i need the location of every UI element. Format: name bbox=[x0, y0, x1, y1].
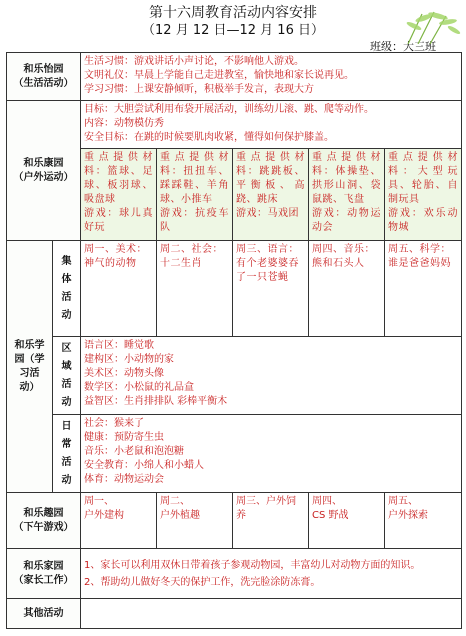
area-line: 建构区：小动物的家 bbox=[84, 354, 174, 365]
life-section-label bbox=[7, 53, 81, 101]
afternoon-day-cell bbox=[81, 493, 157, 549]
group-day-cell: 周一、美术：神气的动物 bbox=[81, 241, 157, 337]
afternoon-section-label bbox=[7, 493, 81, 549]
daily-activity-label bbox=[53, 415, 81, 493]
outdoor-cell: 重点提供材料：体操垫、拱形山洞、袋鼠跳、飞盘 游戏：动物运动会 bbox=[309, 149, 385, 241]
home-row bbox=[7, 549, 462, 599]
group-day-cell: 周五、科学：谁是爸爸妈妈 bbox=[385, 241, 462, 337]
home-section-label bbox=[7, 549, 81, 599]
daily-line: 音乐：小老鼠和泡泡糖 bbox=[84, 446, 184, 457]
outdoor-label-sub: （户外运动） bbox=[13, 171, 74, 183]
group-activity-label-text: 集体活动 bbox=[61, 255, 72, 321]
study-area-row bbox=[7, 337, 462, 415]
outdoor-label-title: 和乐康园 bbox=[23, 157, 64, 169]
area-line: 数学区：小松鼠的礼品盒 bbox=[84, 382, 194, 393]
afternoon-day: 周四、 bbox=[312, 496, 342, 507]
afternoon-label-sub: （下午游戏） bbox=[13, 521, 74, 533]
date-range: （12 月 12 日—12 月 16 日） bbox=[142, 23, 324, 38]
daily-activity-label-text: 日常活动 bbox=[61, 420, 72, 486]
other-section-label: 其他活动 bbox=[7, 599, 81, 629]
area-line: 美术区：动物头像 bbox=[84, 368, 164, 379]
outdoor-cell: 重点提供材料：大型玩具、轮胎、自制玩具 游戏：欢乐动物城 bbox=[385, 149, 462, 241]
group-activity-label bbox=[53, 241, 81, 337]
header bbox=[0, 0, 466, 52]
afternoon-day: 周二、 bbox=[160, 496, 190, 507]
outdoor-line: 目标：大胆尝试利用布袋开展活动，训练幼儿滚、跳、爬等动作。 bbox=[84, 104, 374, 115]
study-daily-row bbox=[7, 415, 462, 493]
other-row bbox=[7, 599, 462, 629]
life-line: 文明礼仪：早晨上学能自己走进教室，愉快地和家长说再见。 bbox=[84, 70, 354, 81]
study-label-2: 园（学 bbox=[14, 353, 45, 365]
daily-line: 社会：猴来了 bbox=[84, 418, 144, 429]
life-line: 生活习惯：游戏讲话小声讨论，不影响他人游戏。 bbox=[84, 56, 304, 67]
afternoon-day-cell bbox=[157, 493, 233, 549]
outdoor-goal-row bbox=[7, 101, 462, 149]
afternoon-day-cell bbox=[385, 493, 462, 549]
other-content bbox=[81, 599, 462, 629]
afternoon-day-cell bbox=[309, 493, 385, 549]
class-label: 班级：大三班 bbox=[370, 40, 436, 53]
life-content bbox=[81, 53, 462, 101]
outdoor-cell: 重点提供材料：跳跳板、平衡板、高跷、跳床 游戏：马戏团 bbox=[233, 149, 309, 241]
home-line: 2、帮助幼儿做好冬天的保护工作，洗完脸涂防冻膏。 bbox=[84, 576, 321, 588]
home-label-sub: （家长工作） bbox=[13, 574, 74, 586]
daily-line: 体育：动物运动会 bbox=[84, 474, 164, 485]
home-content bbox=[81, 549, 462, 599]
outdoor-cell: 重点提供材料：扭扭车、踩踩鞋、羊角球、小推车 游戏：抗疫车队 bbox=[157, 149, 233, 241]
schedule-table bbox=[6, 52, 462, 629]
daily-content bbox=[81, 415, 462, 493]
daily-line: 安全教育：小绵人和小蜡人 bbox=[84, 460, 204, 471]
life-line: 学习习惯：上课安静倾听，积极举手发言，表现大方 bbox=[84, 84, 314, 95]
study-label-1: 和乐学 bbox=[14, 339, 45, 351]
afternoon-label-title: 和乐趣园 bbox=[23, 507, 64, 519]
bamboo-decoration-icon bbox=[400, 10, 462, 44]
area-activity-label bbox=[53, 337, 81, 415]
outdoor-line: 安全目标：在跳的时候要肌肉收紧，懂得如何保护膝盖。 bbox=[84, 132, 334, 143]
life-label-sub: （生活活动） bbox=[13, 77, 74, 89]
area-line: 语言区：睡觉歌 bbox=[84, 340, 154, 351]
study-label-4: 动） bbox=[19, 381, 40, 393]
afternoon-day: 周一、 bbox=[84, 496, 114, 507]
group-day-cell: 周二、社会：十二生肖 bbox=[157, 241, 233, 337]
life-label-title: 和乐怡园 bbox=[23, 63, 64, 75]
afternoon-day-cell bbox=[233, 493, 309, 549]
home-label-title: 和乐家园 bbox=[23, 560, 64, 572]
outdoor-line: 内容：动物模仿秀 bbox=[84, 118, 164, 129]
life-row bbox=[7, 53, 462, 101]
afternoon-game: 户外植趣 bbox=[160, 510, 200, 521]
afternoon-day: 周三、户外饲 bbox=[236, 496, 296, 507]
group-day-cell: 周四、音乐：熊和石头人 bbox=[309, 241, 385, 337]
afternoon-day: 周五、 bbox=[388, 496, 418, 507]
outdoor-cell: 重点提供材料：篮球、足球、板羽球、吸盘球 游戏：球儿真好玩 bbox=[81, 149, 157, 241]
afternoon-game: CS 野战 bbox=[312, 510, 349, 521]
study-label-3: 习活 bbox=[19, 367, 40, 379]
outdoor-section-label bbox=[7, 101, 81, 241]
group-day-cell: 周三、语言：有个老婆婆吞了一只苍蝇 bbox=[233, 241, 309, 337]
outdoor-goals bbox=[81, 101, 462, 149]
area-line: 益智区：生肖排排队 彩棒平衡木 bbox=[84, 396, 228, 407]
daily-line: 健康：预防寄生虫 bbox=[84, 432, 164, 443]
afternoon-game: 养 bbox=[236, 510, 246, 521]
study-group-row bbox=[7, 241, 462, 337]
afternoon-row bbox=[7, 493, 462, 549]
area-activity-label-text: 区域活动 bbox=[61, 342, 72, 408]
area-content bbox=[81, 337, 462, 415]
page-title: 第十六周教育活动内容安排 bbox=[149, 5, 317, 21]
home-line: 1、家长可以利用双休日带着孩子参观动物园，丰富幼儿对动物方面的知识。 bbox=[84, 559, 421, 571]
study-section-label bbox=[7, 241, 53, 493]
afternoon-game: 户外建构 bbox=[84, 510, 124, 521]
afternoon-game: 户外探索 bbox=[388, 510, 428, 521]
